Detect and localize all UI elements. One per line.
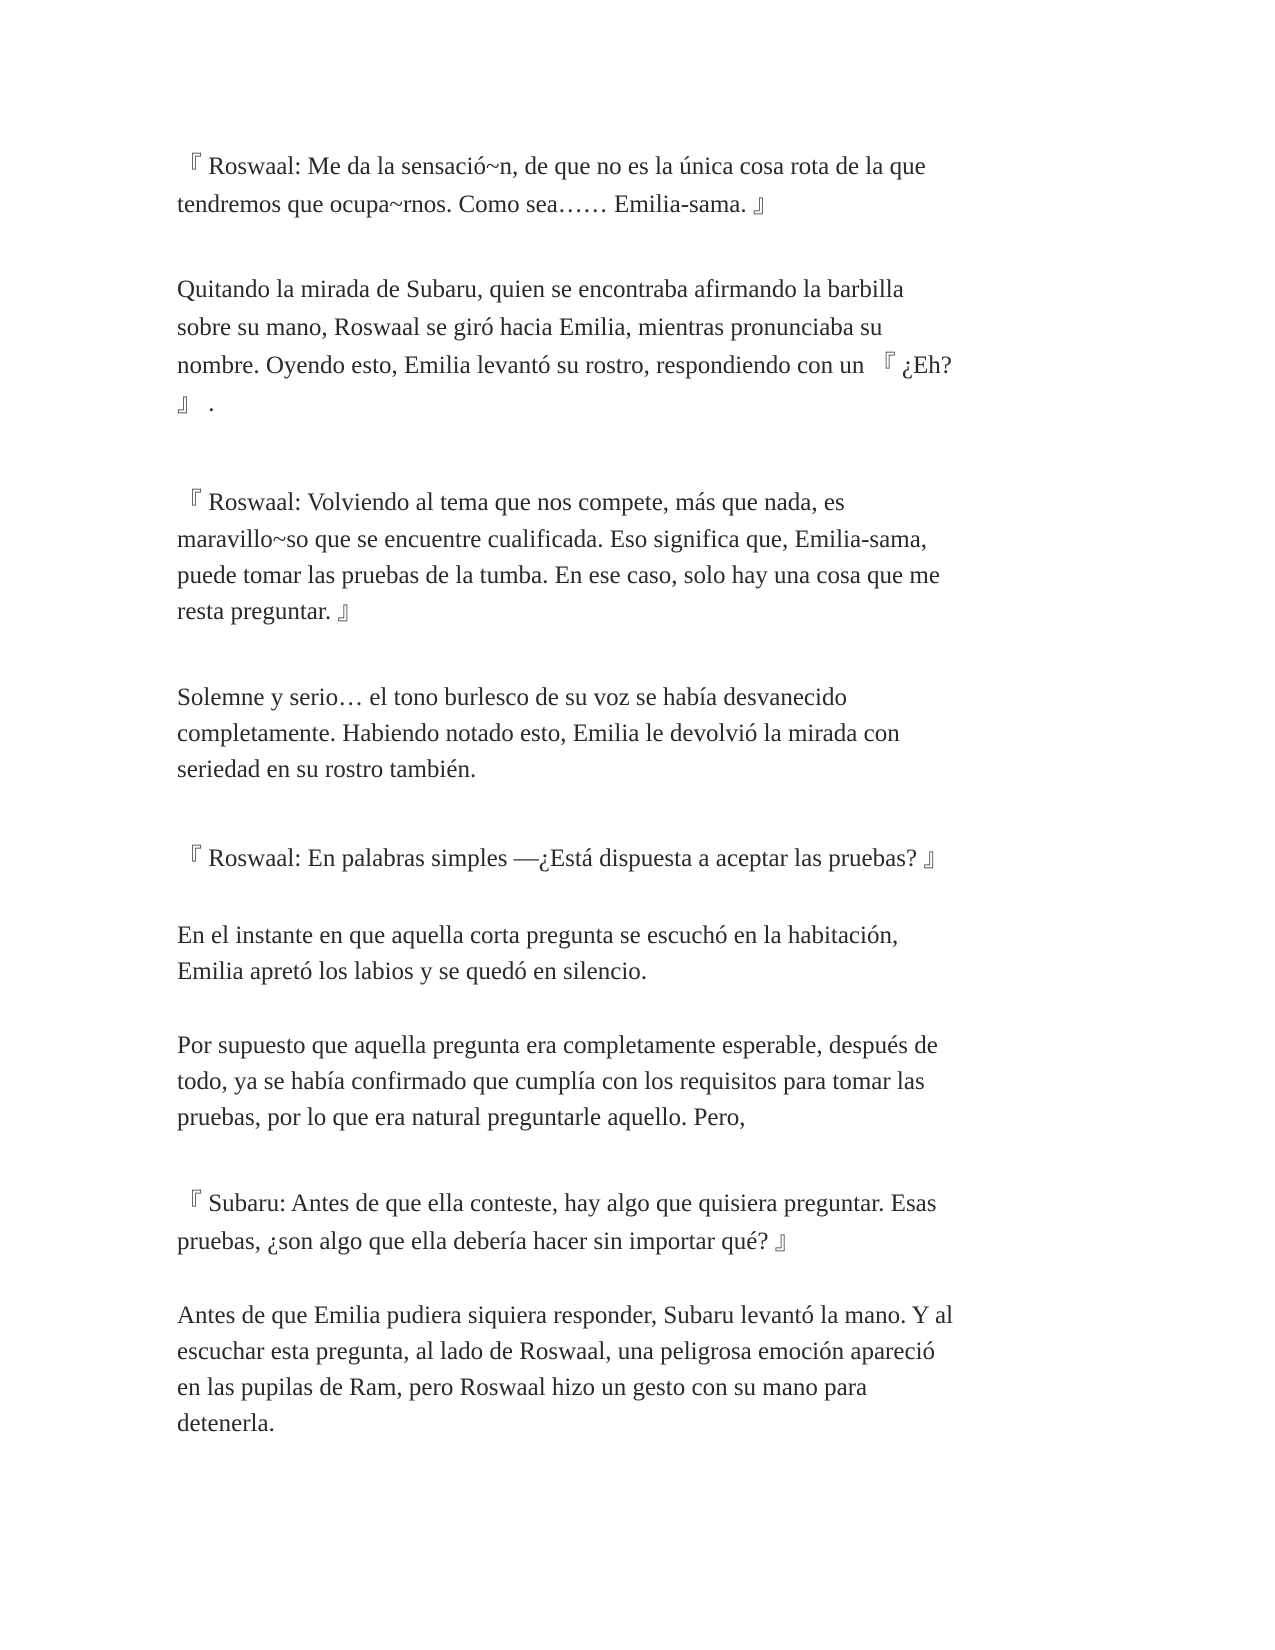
paragraph-narration-5	[177, 1298, 1097, 1442]
text-line: seriedad en su rostro también.	[177, 756, 477, 783]
paragraph-narration-1	[177, 271, 1097, 423]
text-line: En el instante en que aquella corta pregunta se escuchó en la habitación,	[177, 922, 899, 949]
text-line: pruebas, por lo que era natural preguntarle aquello. Pero,	[177, 1104, 746, 1131]
text-line: tendremos que ocupa~rnos. Como sea…… Emilia-sama. 』	[177, 191, 778, 218]
paragraph-roswaal-dialogue-2	[177, 484, 1097, 630]
text-line: 『 Subaru: Antes de que ella conteste, hay algo que quisiera preguntar. Esas	[177, 1190, 937, 1217]
text-line: 』 .	[177, 390, 215, 417]
paragraph-roswaal-dialogue-1	[177, 148, 1097, 224]
text-line: Emilia apretó los labios y se quedó en silencio.	[177, 958, 648, 985]
paragraph-roswaal-dialogue-3	[177, 840, 1097, 878]
text-line: maravillo~so que se encuentre cualificada. Eso significa que, Emilia-sama,	[177, 526, 928, 553]
text-line: sobre su mano, Roswaal se giró hacia Emilia, mientras pronunciaba su	[177, 314, 883, 341]
text-line: puede tomar las pruebas de la tumba. En ese caso, solo hay una cosa que me	[177, 562, 940, 589]
paragraph-subaru-dialogue	[177, 1185, 1097, 1261]
text-line: Por supuesto que aquella pregunta era completamente esperable, después de	[177, 1032, 938, 1059]
text-line: resta preguntar. 』	[177, 598, 363, 625]
text-line: todo, ya se había confirmado que cumplía con los requisitos para tomar las	[177, 1068, 925, 1095]
paragraph-narration-2	[177, 680, 1097, 788]
text-line: Antes de que Emilia pudiera siquiera responder, Subaru levantó la mano. Y al	[177, 1302, 954, 1329]
text-line: 『 Roswaal: Volviendo al tema que nos compete, más que nada, es	[177, 489, 845, 516]
text-line: Solemne y serio… el tono burlesco de su voz se había desvanecido	[177, 684, 847, 711]
text-line: nombre. Oyendo esto, Emilia levantó su rostro, respondiendo con un 『 ¿Eh?	[177, 352, 952, 379]
text-line: detenerla.	[177, 1410, 275, 1437]
paragraph-narration-4	[177, 1028, 1097, 1136]
text-line: 『 Roswaal: Me da la sensació~n, de que no es la única cosa rota de la que	[177, 153, 926, 180]
text-line: Quitando la mirada de Subaru, quien se encontraba afirmando la barbilla	[177, 276, 904, 303]
paragraph-narration-3	[177, 918, 1097, 990]
text-line: pruebas, ¿son algo que ella debería hacer sin importar qué? 』	[177, 1228, 800, 1255]
text-line: completamente. Habiendo notado esto, Emilia le devolvió la mirada con	[177, 720, 900, 747]
text-line: en las pupilas de Ram, pero Roswaal hizo un gesto con su mano para	[177, 1374, 868, 1401]
text-line: 『 Roswaal: En palabras simples —¿Está dispuesta a aceptar las pruebas? 』	[177, 845, 949, 872]
text-line: escuchar esta pregunta, al lado de Roswaal, una peligrosa emoción apareció	[177, 1338, 936, 1365]
